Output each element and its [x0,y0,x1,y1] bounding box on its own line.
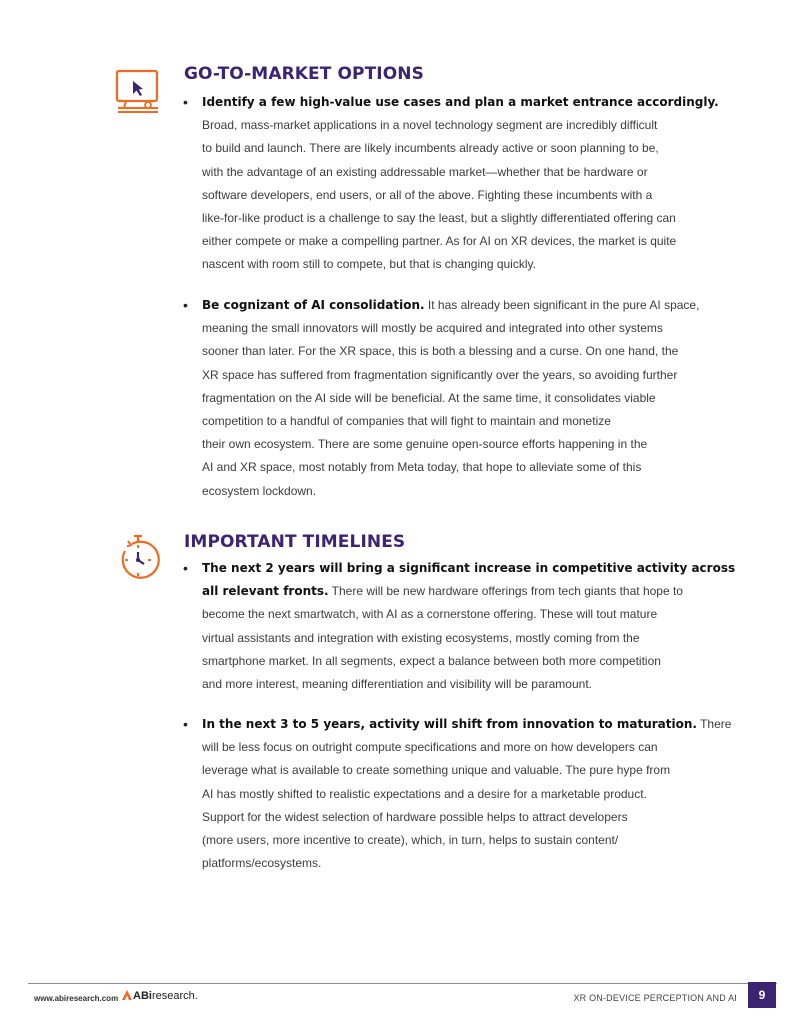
logo-text-bold: ABi [133,990,152,1002]
bullet-item [202,557,747,696]
bullet-lead: The next 2 years will bring a significant increase in competitive activity across [202,561,736,575]
bullet-line: to build and launch. There are likely incumbents already active or soon planning to be, [202,141,659,156]
bullet-line: with the advantage of an existing addressable market—whether that be hardware or [202,164,648,179]
bullet-lead-cont: all relevant fronts. [202,584,329,599]
bullet-line: leverage what is available to create something unique and valuable. The pure hype from [202,763,671,778]
bullet-item [202,713,747,875]
bullet-line: platforms/ecosystems. [202,856,322,871]
bullet-line: Broad, mass-market applications in a novel technology segment are incredibly difficult [202,118,658,133]
bullet-line: competition to a handful of companies that will fight to maintain and monetize [202,414,611,429]
bullet-line: smartphone market. In all segments, expect a balance between both more competition [202,653,661,668]
section-heading: IMPORTANT TIMELINES [184,532,406,552]
bullet-line: AI has mostly shifted to realistic expectations and a desire for a marketable product. [202,786,647,801]
bullet-line: virtual assistants and integration with existing ecosystems, mostly coming from the [202,630,640,645]
computer-cursor-icon [114,68,162,116]
bullet-lead: In the next 3 to 5 years, activity will shift from innovation to maturation. [202,717,697,731]
bullet-item [202,91,747,277]
bullet-text: There [696,717,732,731]
bullet-line: sooner than later. For the XR space, this is both a blessing and a curse. On one hand, the [202,344,679,359]
section-heading: GO-TO-MARKET OPTIONS [184,64,424,84]
bullet-line: XR space has suffered from fragmentation significantly over the years, so avoiding further [202,367,678,382]
company-logo [121,989,198,1002]
bullet-line: AI and XR space, most notably from Meta today, that hope to alleviate some of this [202,460,642,475]
page-number: 9 [748,982,776,1008]
bullet-line: Support for the widest selection of hardware possible helps to attract developers [202,809,628,824]
footer-website-link[interactable]: www.abiresearch.com [34,994,119,1003]
bullet-line: nascent with room still to compete, but that is changing quickly. [202,257,536,272]
bullet-line: ecosystem lockdown. [202,483,317,498]
bullet-text: There will be new hardware offerings from tech giants that hope to [328,584,683,599]
logo-mark-icon [121,989,133,1001]
bullet-line: like-for-like product is a challenge to say the least, but a slightly differentiated offering can [202,211,676,226]
bullet-lead: Be cognizant of AI consolidation. [202,298,425,312]
bullet-line: their own ecosystem. There are some genuine open-source efforts happening in the [202,437,648,452]
bullet-line: will be less focus on outright compute specifications and more on how developers can [202,740,658,755]
bullet-line: (more users, more incentive to create), which, in turn, helps to sustain content/ [202,833,619,848]
stopwatch-icon [114,533,162,581]
logo-text: research. [151,990,198,1002]
bullet-line: software developers, end users, or all of the above. Fighting these incumbents with a [202,187,653,202]
bullet-line: meaning the small innovators will mostly be acquired and integrated into other systems [202,321,663,336]
footer-document-title: XR ON-DEVICE PERCEPTION AND AI [573,993,737,1003]
bullet-lead: Identify a few high-value use cases and plan a market entrance accordingly. [202,95,719,109]
bullet-line: either compete or make a compelling partner. As for AI on XR devices, the market is quite [202,234,677,249]
bullet-item [202,294,747,503]
bullet-line: become the next smartwatch, with AI as a cornerstone offering. These will tout mature [202,607,658,622]
footer-divider [28,983,777,984]
bullet-line: and more interest, meaning differentiation and visibility will be paramount. [202,677,592,692]
bullet-text: It has already been significant in the pure AI space, [424,298,700,312]
bullet-line: fragmentation on the AI side will be beneficial. At the same time, it consolidates viable [202,390,656,405]
